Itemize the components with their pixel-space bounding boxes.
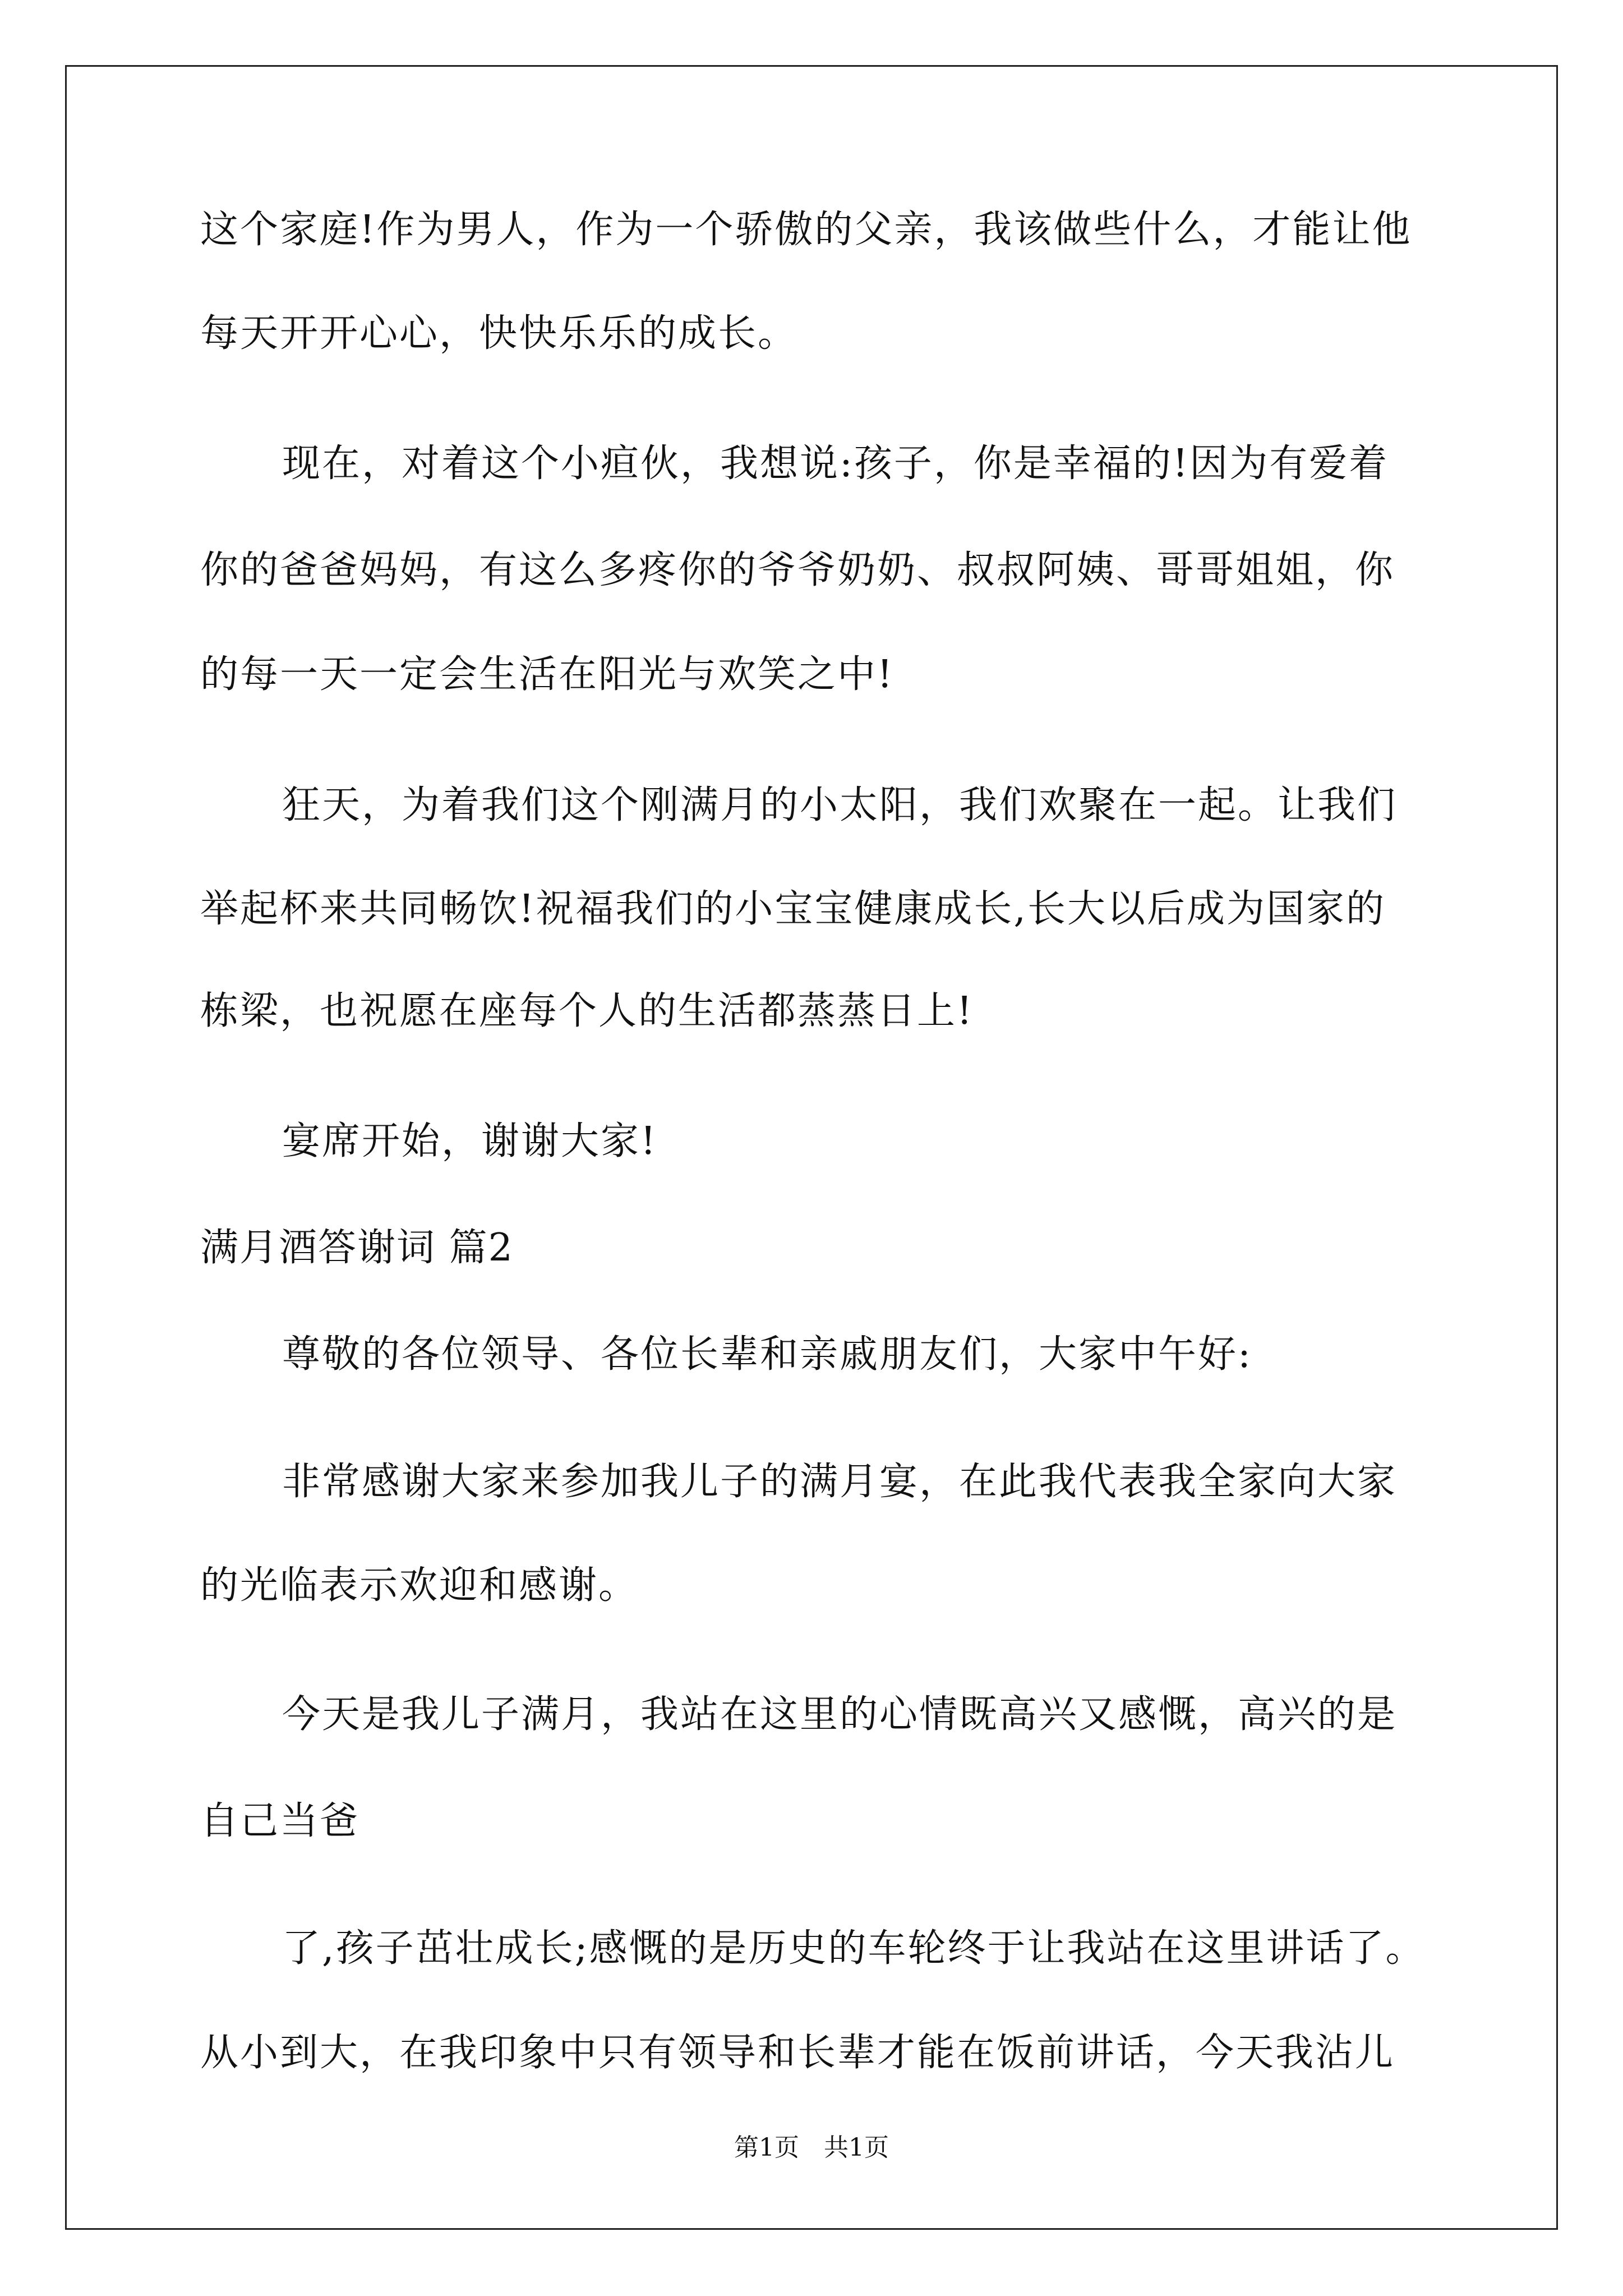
- text-line-11: 尊敬的各位领导、各位长辈和亲戚朋友们，大家中午好:: [282, 1332, 1252, 1377]
- text-line-14: 今天是我儿子满月，我站在这里的心情既高兴又感慨，高兴的是: [282, 1692, 1398, 1737]
- text-line-13: 的光临表示欢迎和感谢。: [200, 1563, 639, 1608]
- text-line-12: 非常感谢大家来参加我儿子的满月宴，在此我代表我全家向大家: [282, 1460, 1398, 1504]
- text-line-4: 你的爸爸妈妈，有这么多疼你的爷爷奶奶、叔叔阿姨、哥哥姐姐，你: [200, 548, 1395, 592]
- page-number-footer: 第1页 共1页: [734, 2133, 889, 2162]
- text-line-2: 每天开开心心，快快乐乐的成长。: [200, 311, 798, 356]
- text-line-17: 从小到大，在我印象中只有领导和长辈才能在饭前讲话，今天我沾儿: [200, 2031, 1395, 2075]
- text-line-7: 举起杯来共同畅饮!祝福我们的小宝宝健康成长,长大以后成为国家的: [200, 887, 1386, 931]
- text-line-15: 自己当爸: [200, 1799, 360, 1843]
- text-line-9: 宴席开始，谢谢大家!: [282, 1119, 658, 1163]
- text-line-3: 现在，对着这个小疸伙，我想说:孩子，你是幸福的!因为有爱着: [282, 441, 1389, 486]
- text-line-1: 这个家庭!作为男人，作为一个骄傲的父亲，我该做些什么，才能让他: [200, 208, 1412, 252]
- section-heading: 满月酒答谢词 篇2: [200, 1226, 514, 1270]
- text-line-16: 了,孩子茁壮成长;感慨的是历史的车轮终于让我站在这里讲话了。: [282, 1926, 1426, 1971]
- text-line-5: 的每一天一定会生活在阳光与欢笑之中!: [200, 652, 895, 697]
- text-line-8: 栋梁，也祝愿在座每个人的生活都蒸蒸日上!: [200, 989, 974, 1033]
- text-line-6: 狂天，为着我们这个刚满月的小太阳，我们欢聚在一起。让我们: [282, 783, 1398, 827]
